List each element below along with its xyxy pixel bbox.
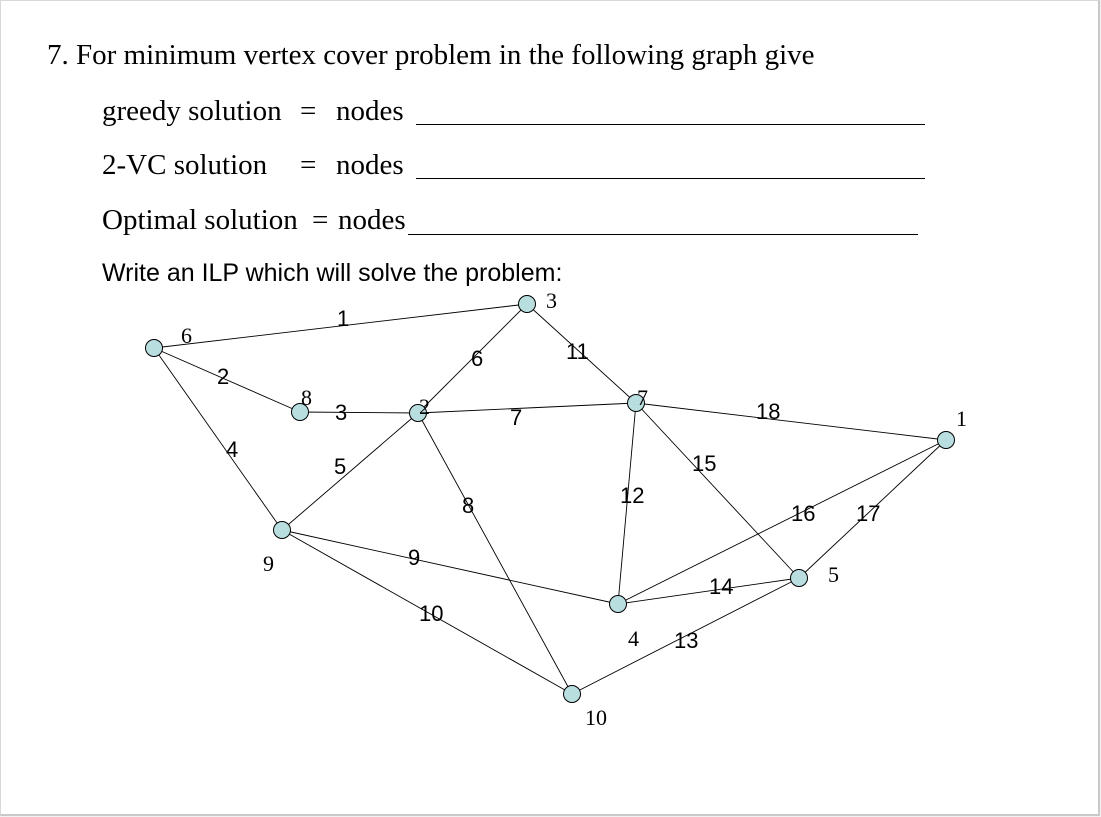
node-label-3: 3 bbox=[546, 288, 557, 313]
edge-label-17: 17 bbox=[856, 501, 881, 526]
edge-label-8: 8 bbox=[462, 493, 475, 518]
node-label-2: 2 bbox=[419, 394, 430, 419]
node-label-8: 8 bbox=[301, 385, 312, 410]
edge-label-13: 13 bbox=[674, 628, 699, 653]
graph-edge-15 bbox=[636, 403, 799, 578]
graph-edge-8 bbox=[418, 413, 572, 694]
edge-label-7: 7 bbox=[510, 405, 523, 430]
graph-edge-16 bbox=[618, 440, 946, 604]
edge-label-4: 4 bbox=[226, 437, 239, 462]
edge-label-2: 2 bbox=[217, 364, 230, 389]
edge-label-9: 9 bbox=[408, 545, 421, 570]
edge-label-10: 10 bbox=[419, 601, 444, 626]
graph-node-9 bbox=[274, 522, 291, 539]
edge-label-14: 14 bbox=[709, 574, 734, 599]
graph-diagram bbox=[1, 1, 1098, 814]
answer-nodes-label: nodes bbox=[336, 149, 404, 181]
answer-nodes-label: nodes bbox=[338, 204, 406, 236]
node-label-10: 10 bbox=[585, 705, 607, 730]
answer-label: greedy solution bbox=[102, 95, 282, 127]
graph-edge-9 bbox=[282, 530, 618, 604]
answer-equals: = bbox=[312, 204, 329, 236]
answer-equals: = bbox=[300, 95, 317, 127]
node-label-4: 4 bbox=[628, 626, 639, 651]
graph-node-5 bbox=[791, 570, 808, 587]
graph-edge-18 bbox=[636, 403, 946, 440]
graph-node-3 bbox=[519, 296, 536, 313]
answer-nodes-label: nodes bbox=[336, 95, 404, 127]
edge-label-15: 15 bbox=[692, 451, 717, 476]
answer-label: 2-VC solution bbox=[102, 149, 268, 181]
edge-label-3: 3 bbox=[335, 400, 348, 425]
edge-label-6: 6 bbox=[471, 346, 484, 371]
edge-label-18: 18 bbox=[756, 399, 781, 424]
graph-edge-7 bbox=[418, 403, 636, 413]
node-label-7: 7 bbox=[637, 385, 648, 410]
node-label-9: 9 bbox=[263, 551, 274, 576]
graph-edge-5 bbox=[282, 413, 418, 530]
answer-label: Optimal solution bbox=[102, 204, 298, 236]
graph-node-4 bbox=[610, 596, 627, 613]
node-label-5: 5 bbox=[828, 562, 839, 587]
edge-label-5: 5 bbox=[334, 454, 347, 479]
graph-node-1 bbox=[938, 432, 955, 449]
edge-label-11: 11 bbox=[566, 339, 589, 364]
node-label-1: 1 bbox=[956, 406, 967, 431]
graph-edge-3 bbox=[300, 412, 418, 413]
edge-label-12: 12 bbox=[620, 483, 645, 508]
ilp-prompt: Write an ILP which will solve the problem: bbox=[102, 259, 563, 287]
edge-label-1: 1 bbox=[337, 306, 350, 331]
answer-equals: = bbox=[300, 149, 317, 181]
graph-node-6 bbox=[146, 340, 163, 357]
question-text: 7. For minimum vertex cover problem in the following graph give bbox=[47, 39, 815, 71]
edge-label-16: 16 bbox=[791, 501, 816, 526]
node-label-6: 6 bbox=[181, 323, 192, 348]
graph-node-10 bbox=[564, 686, 581, 703]
